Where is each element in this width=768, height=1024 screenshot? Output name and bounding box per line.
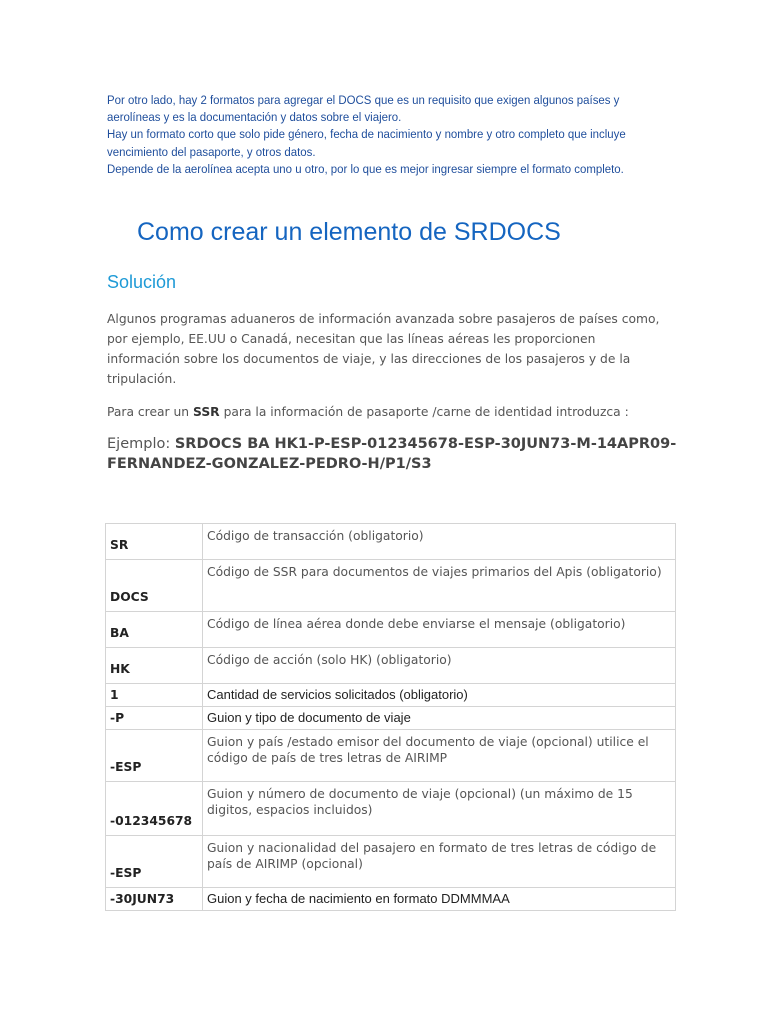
page-title: Como crear un elemento de SRDOCS — [137, 218, 561, 246]
srdocs-fields-table — [105, 523, 676, 911]
table-row — [106, 836, 676, 888]
intro-block — [107, 92, 628, 178]
field-code: -012345678 — [106, 782, 203, 836]
field-description: Guion y tipo de documento de viaje — [203, 707, 676, 730]
field-code: -ESP — [106, 730, 203, 782]
table-row — [106, 612, 676, 648]
field-code: 1 — [106, 684, 203, 707]
ssr-term: SSR — [193, 405, 220, 419]
example-block — [107, 434, 677, 474]
field-description: Guion y número de documento de viaje (opcional) (un máximo de 15 digitos, espacios incluidos) — [203, 782, 676, 836]
field-description: Cantidad de servicios solicitados (obligatorio) — [203, 684, 676, 707]
table-row — [106, 782, 676, 836]
field-code: DOCS — [106, 560, 203, 612]
table-row — [106, 560, 676, 612]
example-command: SRDOCS BA HK1-P-ESP-012345678-ESP-30JUN73-M-14APR09-FERNANDEZ-GONZALEZ-PEDRO-H/P1/S3 — [107, 436, 677, 472]
example-label: Ejemplo: — [107, 436, 175, 452]
field-description: Guion y nacionalidad del pasajero en formato de tres letras de código de país de AIRIMP (opcional) — [203, 836, 676, 888]
instruction-text: para la información de pasaporte /carne de identidad introduzca : — [219, 405, 629, 419]
table-row — [106, 707, 676, 730]
field-code: SR — [106, 524, 203, 560]
field-description: Código de SSR para documentos de viajes primarios del Apis (obligatorio) — [203, 560, 676, 612]
table-row — [106, 648, 676, 684]
field-code: BA — [106, 612, 203, 648]
field-code: HK — [106, 648, 203, 684]
field-code: -30JUN73 — [106, 888, 203, 911]
field-description: Código de línea aérea donde debe enviarse el mensaje (obligatorio) — [203, 612, 676, 648]
body-paragraph: Algunos programas aduaneros de información avanzada sobre pasajeros de países como, por ejemplo, EE.UU o Canadá, necesitan que las líneas aéreas les proporcionen información sobre los documentos de viaje, y las direcciones de los pasajeros y de la tripulación. — [107, 312, 660, 386]
field-code: -ESP — [106, 836, 203, 888]
table-row — [106, 524, 676, 560]
intro-paragraph: Depende de la aerolínea acepta uno u otro, por lo que es mejor ingresar siempre el formato completo. — [107, 161, 624, 176]
field-description: Guion y país /estado emisor del documento de viaje (opcional) utilice el código de país de tres letras de AIRIMP — [203, 730, 676, 782]
field-description: Código de acción (solo HK) (obligatorio) — [203, 648, 676, 684]
instruction-text: Para crear un — [107, 405, 194, 419]
intro-paragraph: Hay un formato corto que solo pide género, fecha de nacimiento y nombre y otro completo que incluye vencimiento del pasaporte, y otros datos. — [107, 127, 626, 159]
table-row — [106, 684, 676, 707]
instruction-paragraph — [107, 402, 667, 422]
field-code: -P — [106, 707, 203, 730]
section-heading: Solución — [107, 272, 177, 292]
field-description: Guion y fecha de nacimiento en formato DDMMMAA — [203, 888, 676, 911]
field-description: Código de transacción (obligatorio) — [203, 524, 676, 560]
table-row — [106, 888, 676, 911]
table-row — [106, 730, 676, 782]
intro-paragraph: Por otro lado, hay 2 formatos para agregar el DOCS que es un requisito que exigen algunos países y aerolíneas y es la documentación y datos sobre el viajero. — [107, 93, 620, 125]
